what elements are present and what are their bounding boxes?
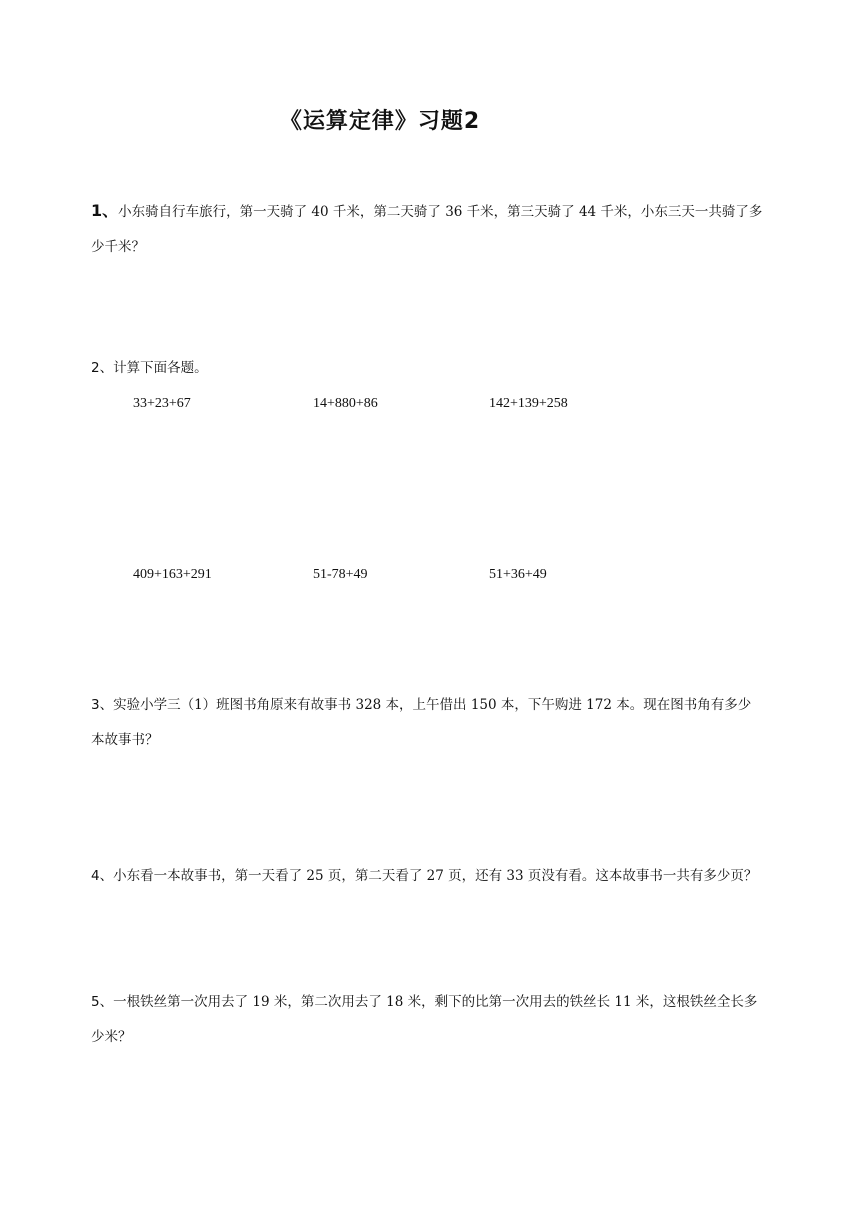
- expression: 409+163+291: [133, 567, 212, 582]
- question-text: 实验小学三（1）班图书角原来有故事书 328 本，上午借出 150 本，下午购进 172 本。现在图书角有多少本故事书？: [91, 697, 752, 748]
- question-number: 2、: [91, 360, 114, 376]
- question-number: 1、: [91, 201, 119, 220]
- question-number: 4、: [91, 868, 114, 884]
- question-text: 小东看一本故事书，第一天看了 25 页，第二天看了 27 页，还有 33 页没有看。这本故事书一共有多少页？: [113, 868, 758, 884]
- question-text: 计算下面各题。: [113, 360, 208, 376]
- question-5: [91, 985, 763, 1055]
- expression: 51+36+49: [489, 567, 547, 582]
- question-1: [91, 193, 763, 265]
- expression: 14+880+86: [313, 396, 378, 411]
- question-text: 小东骑自行车旅行，第一天骑了 40 千米，第二天骑了 36 千米，第三天骑了 44 千米，小东三天一共骑了多少千米？: [91, 204, 763, 255]
- question-2: [91, 351, 763, 386]
- page-title: 《运算定律》习题2: [279, 109, 481, 134]
- question-4: [91, 859, 763, 894]
- expression: 142+139+258: [489, 396, 568, 411]
- expression: 51-78+49: [313, 567, 368, 582]
- question-number: 3、: [91, 697, 114, 713]
- question-3: [91, 688, 763, 758]
- question-number: 5、: [91, 994, 114, 1010]
- question-text: 一根铁丝第一次用去了 19 米，第二次用去了 18 米，剩下的比第一次用去的铁丝长 11 米，这根铁丝全长多少米？: [91, 994, 758, 1045]
- expression: 33+23+67: [133, 396, 191, 411]
